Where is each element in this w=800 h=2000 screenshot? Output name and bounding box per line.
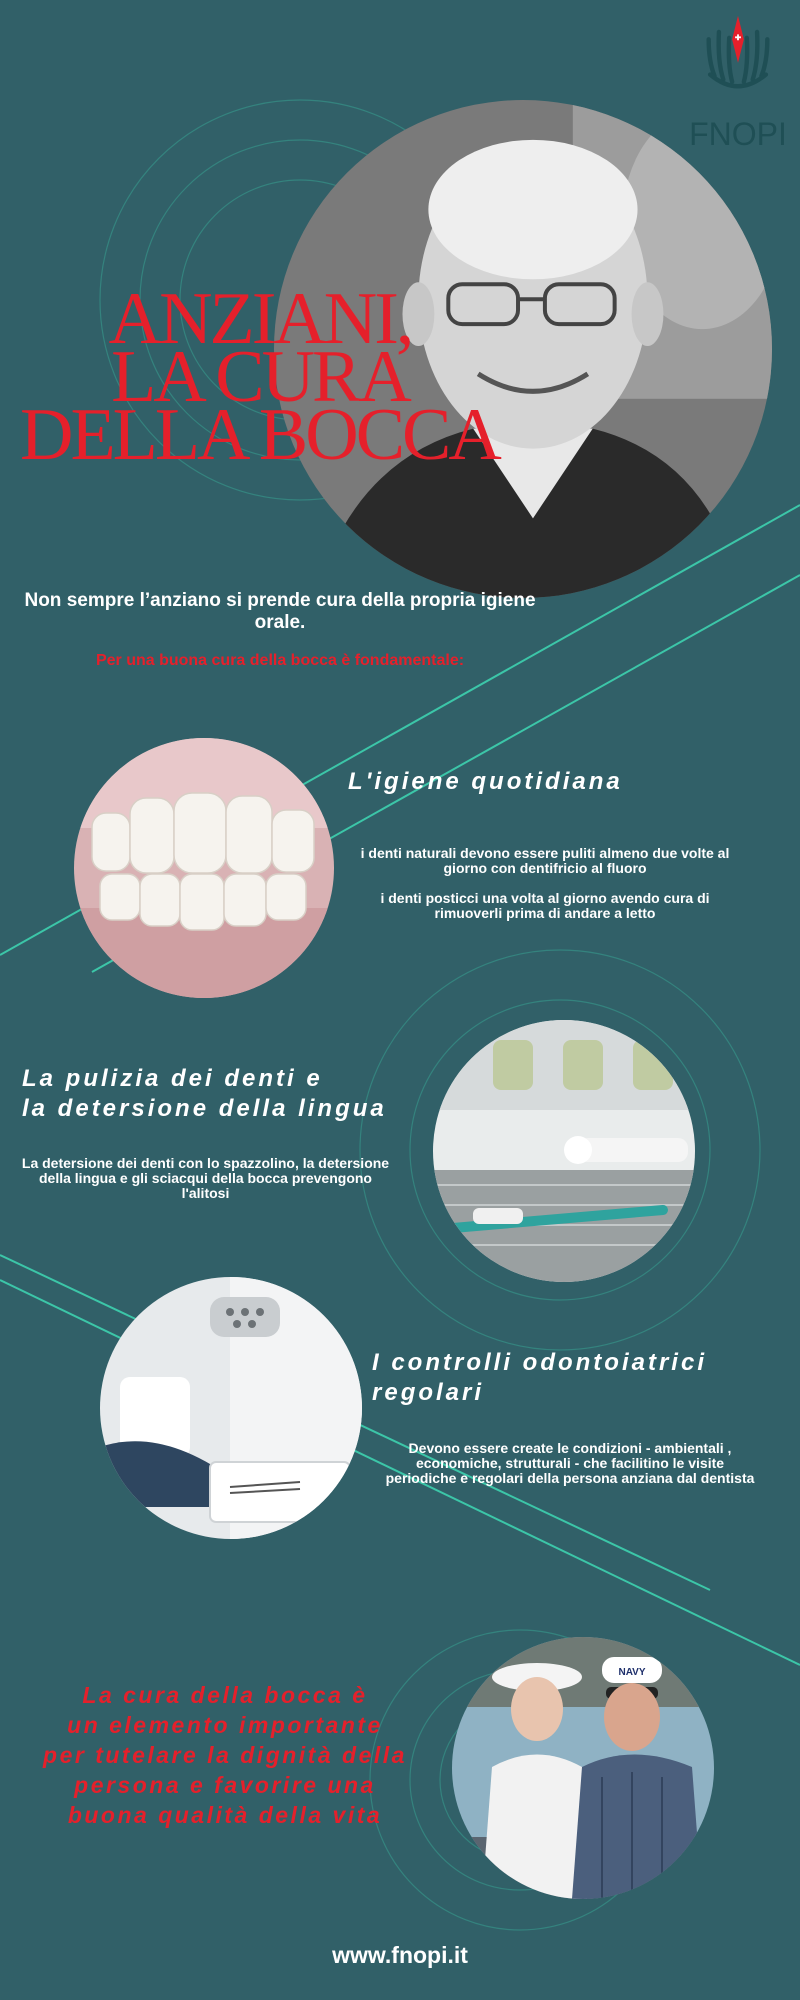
section-2-title (22, 1064, 452, 1124)
cap-text: NAVY (618, 1667, 646, 1678)
section-1-body-1: i denti naturali devono essere puliti almeno due volte al giorno con dentifricio al fluoro (360, 845, 730, 876)
section-2-title-line-2: la detersione della lingua (22, 1095, 387, 1122)
intro-highlight: Per una buona cura della bocca è fondamentale: (95, 652, 465, 669)
title-line-2: LA CURA (111, 336, 409, 418)
brand-name: FNOPI (689, 116, 787, 152)
closing-line-3: per tutelare la dignità della (43, 1742, 407, 1768)
fnopi-logo-hands-icon (676, 10, 800, 120)
page-title (0, 278, 520, 476)
title-line-3: DELLA BOCCA (20, 394, 499, 476)
elderly-couple-photo (452, 1637, 714, 1899)
website-link[interactable]: www.fnopi.it (332, 1942, 468, 1968)
section-3-title-line-1: I controlli odontoiatrici (372, 1349, 707, 1376)
closing-line-2: un elemento importante (67, 1712, 383, 1738)
fnopi-logo (676, 10, 800, 160)
closing-line-5: buona qualità della vita (67, 1802, 383, 1828)
section-3-title (372, 1348, 792, 1408)
section-1-title: L'igiene quotidiana (348, 768, 623, 795)
section-2-title-line-1: La pulizia dei denti e (22, 1065, 323, 1092)
title-line-1: ANZIANI, (108, 278, 412, 360)
closing-message (10, 1680, 440, 1830)
section-1-body-2: i denti posticci una volta al giorno avendo cura di rimuoverli prima di andare a letto (380, 890, 710, 921)
section-3-title-line-2: regolari (372, 1379, 485, 1406)
closing-line-1: La cura della bocca è (82, 1682, 368, 1708)
intro-text: Non sempre l’anziano si prende cura della propria igiene orale. (24, 590, 536, 633)
section-2-body: La detersione dei denti con lo spazzolino, la detersione della lingua e gli sciacqui della bocca prevengono l'alitosi (21, 1155, 390, 1201)
closing-line-4: persona e favorire una (74, 1772, 376, 1798)
dental-chair-photo (100, 1277, 362, 1539)
toothbrush-photo (433, 1020, 695, 1282)
section-3-body: Devono essere create le condizioni - ambientali , economiche, strutturali - che facilitino le visite periodiche e regolari della persona anziana dal dentista (385, 1440, 755, 1486)
teeth-photo (74, 738, 334, 998)
